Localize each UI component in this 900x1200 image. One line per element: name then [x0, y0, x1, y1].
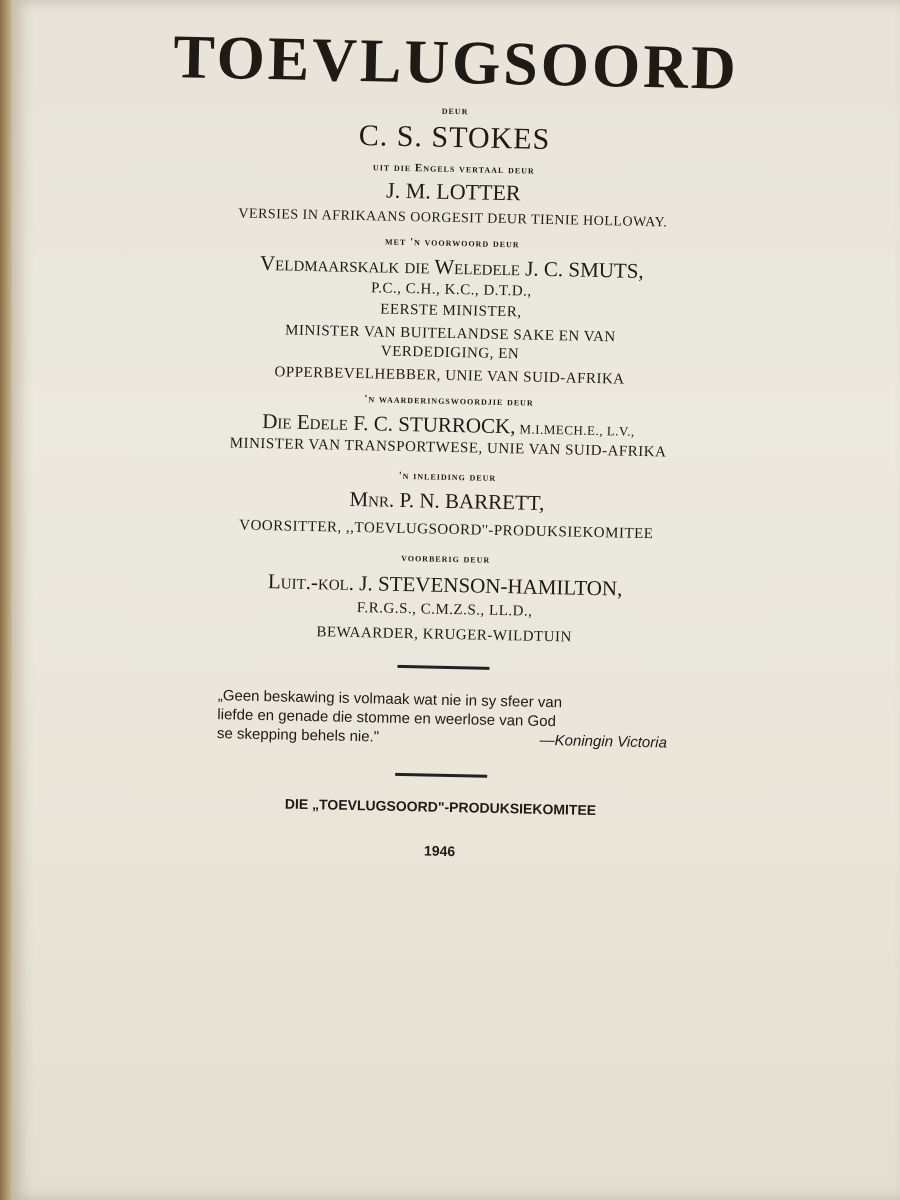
book-page — [12, 0, 900, 1200]
foreword-name: Veldmaarskalk die Weledele J. C. SMUTS, — [259, 250, 644, 283]
divider-rule-top — [397, 665, 489, 670]
divider-rule-bottom — [395, 773, 487, 778]
translator-name: J. M. LOTTER — [385, 177, 521, 206]
quote-line-2: liefde en genade die stomme en weerlose van God — [217, 706, 557, 731]
intro-role: VOORSITTER, ,,TOEVLUGSOORD''-PRODUKSIEKOMITEE — [239, 517, 654, 543]
intro-label: 'n inleiding deur — [398, 469, 497, 484]
foreword-honours: P.C., C.H., K.C., D.T.D., — [370, 280, 532, 300]
foreword-role-4: OPPERBEVELHEBBER, UNIE VAN SUID-AFRIKA — [274, 364, 625, 388]
author-name: C. S. STOKES — [358, 118, 551, 156]
quote-attribution: —Koningin Victoria — [539, 731, 668, 752]
publication-year: 1946 — [423, 842, 456, 860]
by-label: deur — [441, 104, 469, 118]
translated-label: uit die Engels vertaal deur — [372, 161, 535, 177]
preface-role: BEWAARDER, KRUGER-WILDTUIN — [316, 624, 572, 646]
appreciation-label: 'n waarderingswoordjie deur — [364, 393, 534, 409]
epigraph-quote — [217, 686, 668, 752]
intro-name: Mnr. P. N. BARRETT, — [349, 486, 545, 515]
book-title: TOEVLUGSOORD — [172, 23, 740, 103]
quote-line-1: „Geen beskawing is volmaak wat nie in sy sfeer van — [217, 687, 563, 712]
appreciation-name: Die Edele F. C. STURROCK, — [262, 409, 516, 439]
publisher: DIE „TOEVLUGSOORD"-PRODUKSIEKOMITEE — [284, 795, 597, 819]
foreword-role-1: EERSTE MINISTER, — [380, 301, 522, 321]
preface-honours: F.R.G.S., C.M.Z.S., LL.D., — [356, 600, 533, 620]
foreword-role-3: VERDEDIGING, EN — [380, 343, 520, 363]
appreciation-role: MINISTER VAN TRANSPORTWESE, UNIE VAN SUID-AFRIKA — [229, 435, 667, 461]
appreciation-honours: M.I.MECH.E., L.V., — [519, 421, 635, 439]
preface-label: voorberig deur — [401, 551, 491, 566]
title-page-content — [95, 13, 802, 866]
preface-name: Luit.-kol. J. STEVENSON-HAMILTON, — [267, 569, 623, 601]
verses-credit: VERSIES IN AFRIKAANS OORGESIT DEUR TIENIE HOLLOWAY. — [238, 206, 668, 231]
foreword-label: met 'n voorwoord deur — [384, 235, 520, 251]
quote-line-3: se skepping behels nie." — [216, 725, 380, 746]
foreword-role-2: MINISTER VAN BUITELANDSE SAKE EN VAN — [284, 322, 616, 346]
